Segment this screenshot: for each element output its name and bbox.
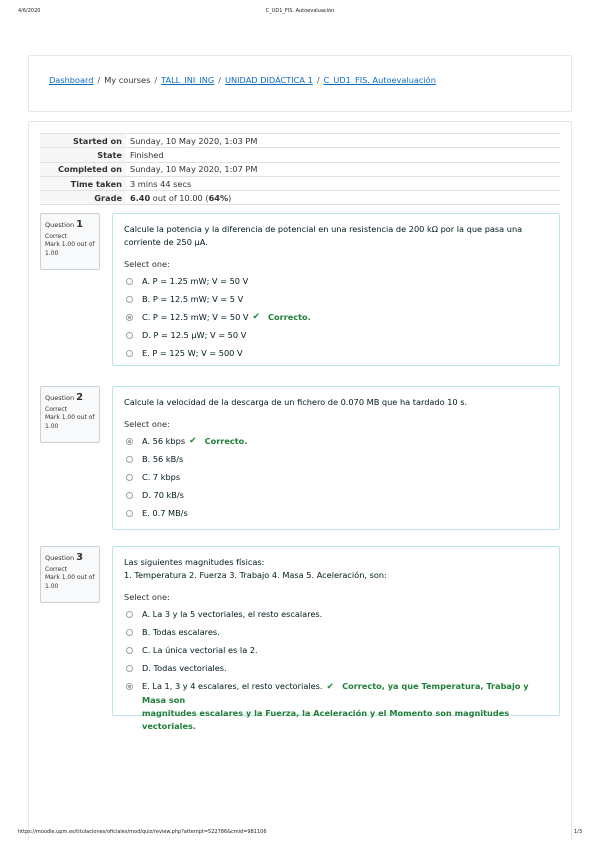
question-mark: Mark 1.00 out of 1.00 [45,414,95,430]
answer-option-selected[interactable] [124,311,548,329]
answer-label: E. La 1, 3 y 4 escalares, el resto vectoriales. [142,681,323,692]
answer-option-selected[interactable] [124,435,548,453]
print-title: C_UD1_FIS. Autoevaluación [265,8,335,14]
check-icon: ✔ [326,682,335,693]
answer-label: C. 7 kbps [142,472,181,483]
answer-option[interactable] [124,347,548,365]
question-word: Question [45,394,75,402]
summary-row [40,176,560,190]
radio-icon[interactable] [126,474,133,481]
radio-icon[interactable] [126,314,133,321]
summary-value: 3 mins 44 secs [130,178,192,189]
radio-icon[interactable] [126,510,133,517]
grade-label: Grade [40,191,126,205]
breadcrumb-separator: / [97,75,101,85]
answer-option[interactable] [124,662,548,680]
answer-option[interactable] [124,293,548,311]
check-icon: ✔ [252,312,261,323]
answer-option[interactable] [124,329,548,347]
print-page-number: 1/3 [573,829,582,835]
radio-icon[interactable] [126,647,133,654]
summary-row [40,162,560,176]
print-header [0,8,600,18]
answer-option[interactable] [124,275,548,293]
summary-label: Completed on [40,162,126,176]
select-one-prompt: Select one: [124,419,170,430]
question-number: 2 [76,392,84,403]
grade-close: ) [228,192,232,203]
select-one-prompt: Select one: [124,592,170,603]
question-text-line-1: Las siguientes magnitudes físicas: [124,557,265,567]
answer-options [124,275,548,365]
answer-label: D. P = 12.5 µW; V = 50 V [142,330,247,341]
question-mark: Mark 1.00 out of 1.00 [45,574,95,590]
breadcrumb-my-courses: My courses [104,75,151,85]
summary-value: Finished [130,149,164,160]
answer-option[interactable] [124,626,548,644]
answer-feedback-line-1: Correcto, ya que Temperatura, Trabajo y Masa son [142,681,529,706]
radio-icon[interactable] [126,683,133,690]
question-content-1 [112,213,560,366]
breadcrumb-quiz-link[interactable]: C_UD1_FIS. Autoevaluación [323,75,436,85]
breadcrumb-course-link[interactable]: TALL_INI_ING [161,75,215,85]
question-mark: Mark 1.00 out of 1.00 [45,241,95,257]
question-text-line-2: 1. Temperatura 2. Fuerza 3. Trabajo 4. Masa 5. Aceleración, son: [124,570,387,581]
answer-label: A. 56 kbps [142,436,186,447]
question-info-3 [40,546,100,603]
answer-option[interactable] [124,608,548,626]
summary-label: State [40,148,126,162]
answer-label: D. Todas vectoriales. [142,663,227,674]
radio-icon[interactable] [126,438,133,445]
question-number: 1 [76,219,84,230]
answer-option[interactable] [124,471,548,489]
answer-option[interactable] [124,507,548,525]
radio-icon[interactable] [126,611,133,618]
question-state: Correct [45,565,67,573]
answer-label: B. 56 kB/s [142,454,184,465]
breadcrumb-separator: / [316,75,320,85]
answer-feedback: Correcto. [204,436,248,447]
grade-percent: 64% [208,192,229,203]
answer-option-selected[interactable] [124,680,548,732]
summary-label: Time taken [40,176,126,190]
question-state: Correct [45,232,67,240]
radio-icon[interactable] [126,278,133,285]
question-text: Calcule la velocidad de la descarga de un fichero de 0.070 MB que ha tardado 10 s. [124,397,468,407]
radio-icon[interactable] [126,456,133,463]
answer-label: B. Todas escalares. [142,627,220,638]
grade-value [126,191,560,205]
breadcrumb [49,75,436,85]
answer-feedback: Correcto. [268,312,311,323]
breadcrumb-separator: / [154,75,158,85]
answer-options [124,608,548,732]
select-one-prompt: Select one: [124,259,170,270]
print-url: https://moodle.upm.es/titulaciones/oficiales/mod/quiz/review.php?attempt=522786&cmid=981106 [18,829,267,835]
attempt-summary-table [40,133,560,205]
breadcrumb-container [28,55,572,112]
summary-row-grade [40,191,560,205]
radio-icon[interactable] [126,350,133,357]
answer-feedback-line-2: magnitudes escalares y la Fuerza, la Aceleración y el Momento son magnitudes vectoriales. [142,708,510,732]
grade-score: 6.40 [130,192,151,203]
answer-option[interactable] [124,489,548,507]
radio-icon[interactable] [126,629,133,636]
summary-value: Sunday, 10 May 2020, 1:07 PM [130,164,258,175]
question-content-3 [112,546,560,732]
answer-option[interactable] [124,644,548,662]
print-date: 4/6/2020 [18,8,41,14]
answer-label: A. La 3 y la 5 vectoriales, el resto escalares. [142,609,323,620]
question-info-1 [40,213,100,270]
radio-icon[interactable] [126,296,133,303]
question-content-2 [112,386,560,530]
radio-icon[interactable] [126,492,133,499]
question-state: Correct [45,405,67,413]
breadcrumb-unit-link[interactable]: UNIDAD DIDÁCTICA 1 [225,75,313,85]
check-icon: ✔ [189,436,197,447]
answer-label: C. La única vectorial es la 2. [142,645,258,656]
breadcrumb-dashboard-link[interactable]: Dashboard [49,75,94,85]
question-info-2 [40,386,100,443]
answer-label: E. P = 125 W; V = 500 V [142,348,243,359]
answer-label: B. P = 12.5 mW; V = 5 V [142,294,244,305]
radio-icon[interactable] [126,665,133,672]
print-footer [0,829,600,839]
answer-option[interactable] [124,453,548,471]
summary-row [40,134,560,148]
answer-options [124,435,548,525]
summary-row [40,148,560,162]
breadcrumb-separator: / [218,75,221,85]
grade-out-of: out of 10.00 ( [150,192,209,203]
question-word: Question [45,221,75,229]
radio-icon[interactable] [126,332,133,339]
summary-label: Started on [40,134,126,148]
answer-label: E. 0.7 MB/s [142,508,188,519]
summary-value: Sunday, 10 May 2020, 1:03 PM [130,135,258,146]
answer-label: D. 70 kB/s [142,490,184,501]
question-word: Question [45,554,75,562]
question-text: Calcule la potencia y la diferencia de potencial en una resistencia de 200 kΩ por la que pasa una corriente de 250 µA. [124,224,523,248]
answer-label: A. P = 1.25 mW; V = 50 V [142,276,249,287]
answer-label: C. P = 12.5 mW; V = 50 V [142,312,249,323]
question-number: 3 [76,552,84,563]
